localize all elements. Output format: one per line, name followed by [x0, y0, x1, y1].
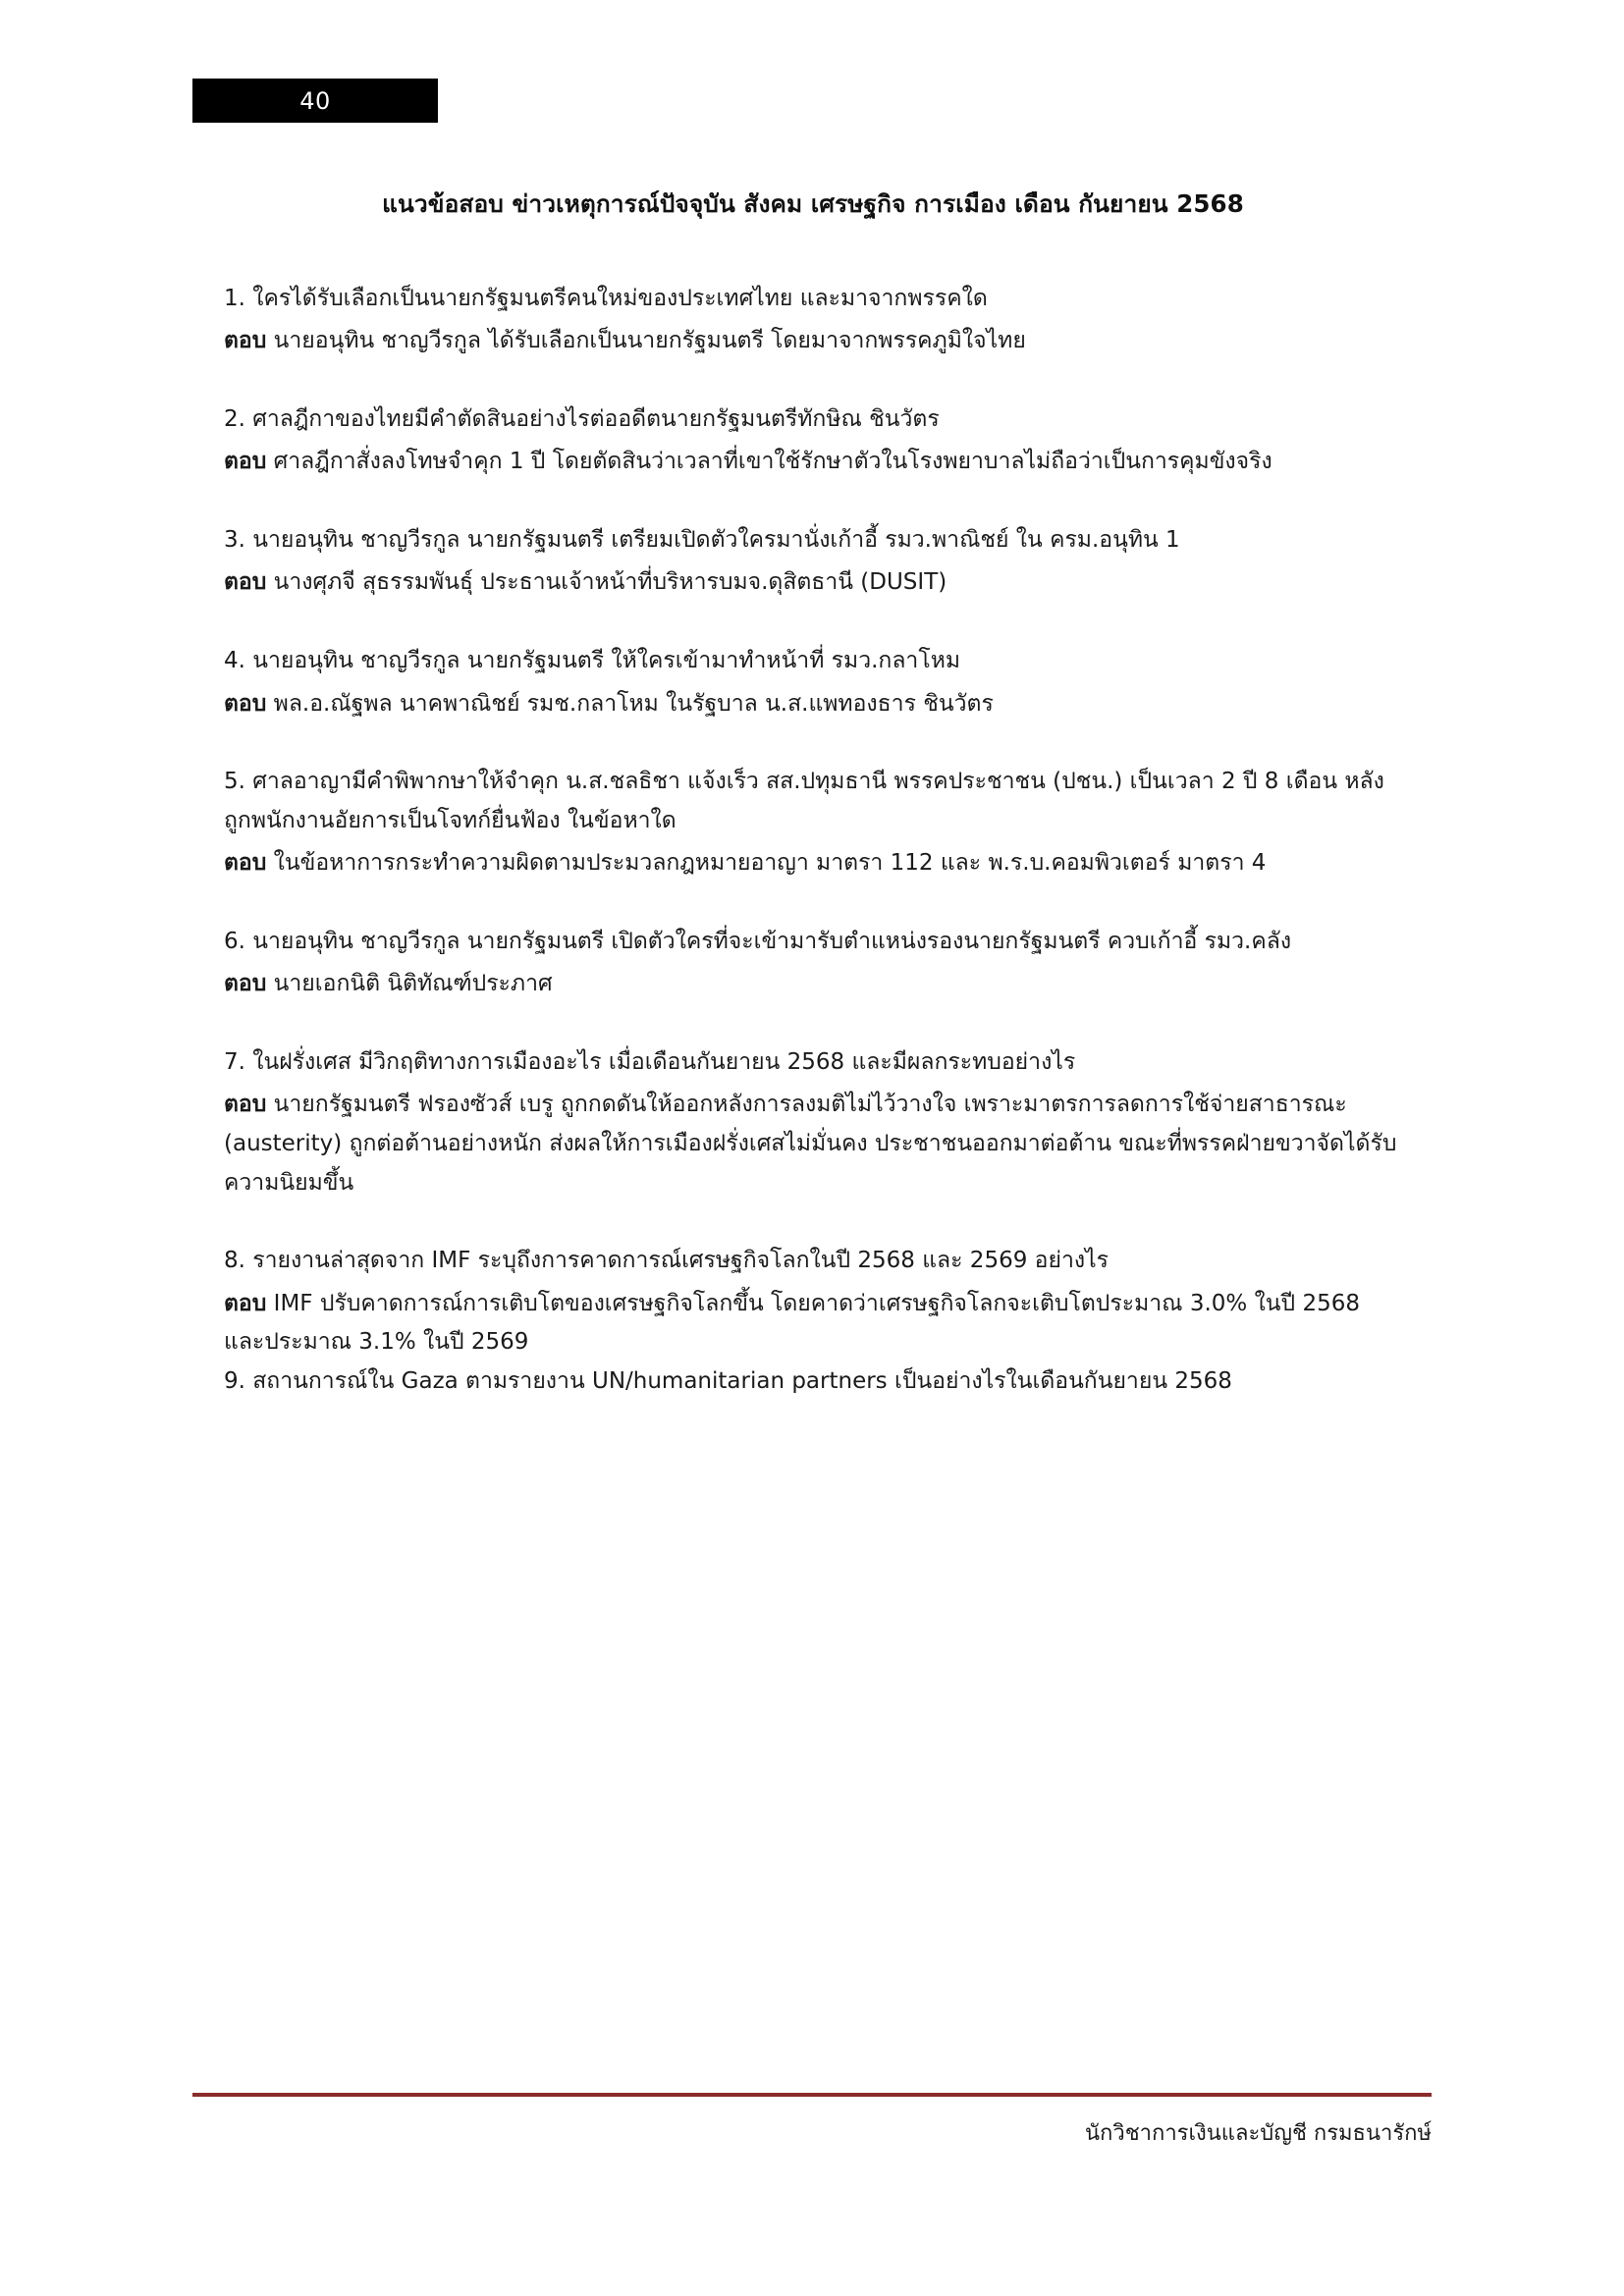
- qa-item-4: [224, 642, 1402, 723]
- answer-text: [224, 965, 1402, 1004]
- answer-body: ในข้อหาการกระทำความผิดตามประมวลกฎหมายอาญา มาตรา 112 และ พ.ร.บ.คอมพิวเตอร์ มาตรา 4: [266, 850, 1267, 877]
- page-number-tab: [192, 79, 438, 123]
- answer-body: นายเอกนิติ นิติทัณฑ์ประภาศ: [266, 971, 553, 997]
- document-content: [224, 187, 1402, 1405]
- page-title: แนวข้อสอบ ข่าวเหตุการณ์ปัจจุบัน สังคม เศรษฐกิจ การเมือง เดือน กันยายน 2568: [382, 189, 1244, 218]
- qa-item-6: [224, 923, 1402, 1004]
- footer-text: นักวิชาการเงินและบัญชี กรมธนารักษ์: [1085, 2121, 1432, 2146]
- qa-item-7: [224, 1043, 1402, 1202]
- answer-body: พล.อ.ณัฐพล นาคพาณิชย์ รมช.กลาโหม ในรัฐบาล น.ส.แพทองธาร ชินวัตร: [266, 690, 994, 717]
- question-text: 6. นายอนุทิน ชาญวีรกูล นายกรัฐมนตรี เปิดตัวใครที่จะเข้ามารับตำแหน่งรองนายกรัฐมนตรี ควบเก้าอี้ รมว.คลัง: [224, 928, 1292, 954]
- answer-body: นายอนุทิน ชาญวีรกูล ได้รับเลือกเป็นนายกรัฐมนตรี โดยมาจากพรรคภูมิใจไทย: [266, 328, 1026, 354]
- answer-body: นายกรัฐมนตรี ฟรองซัวส์ เบรู ถูกกดดันให้ออกหลังการลงมติไม่ไว้วางใจ เพราะมาตรการลดการใช้จ่ายสาธารณะ (austerity) ถูกต่อต้านอย่างหนัก ส่งผลให้การเมืองฝรั่งเศสไม่มั่นคง ประชาชนออกมาต่อต้าน ขณะที่พรรคฝ่ายขวาจัดได้รับความนิยมขึ้น: [224, 1092, 1397, 1196]
- answer-label: ตอบ: [224, 690, 267, 717]
- answer-text: [224, 844, 1402, 883]
- answer-text: [224, 563, 1402, 603]
- question-text: 2. ศาลฎีกาของไทยมีคำตัดสินอย่างไรต่ออดีตนายกรัฐมนตรีทักษิณ ชินวัตร: [224, 405, 940, 432]
- answer-label: ตอบ: [224, 850, 267, 877]
- qa-item-8: [224, 1242, 1402, 1362]
- page-number: 40: [299, 86, 331, 115]
- question-text: 3. นายอนุทิน ชาญวีรกูล นายกรัฐมนตรี เตรียมเปิดตัวใครมานั่งเก้าอี้ รมว.พาณิชย์ ใน ครม.อนุทิน 1: [224, 526, 1180, 553]
- answer-label: ตอบ: [224, 328, 267, 354]
- answer-text: [224, 443, 1402, 482]
- question-text: 1. ใครได้รับเลือกเป็นนายกรัฐมนตรีคนใหม่ของประเทศไทย และมาจากพรรคใด: [224, 285, 988, 311]
- question-text: 4. นายอนุทิน ชาญวีรกูล นายกรัฐมนตรี ให้ใครเข้ามาทำหน้าที่ รมว.กลาโหม: [224, 648, 961, 674]
- qa-item-2: [224, 400, 1402, 482]
- qa-item-5: [224, 763, 1402, 883]
- answer-label: ตอบ: [224, 449, 267, 475]
- answer-text: [224, 1086, 1402, 1202]
- answer-text: [224, 685, 1402, 724]
- question-text: 9. สถานการณ์ใน Gaza ตามรายงาน UN/humanitarian partners เป็นอย่างไรในเดือนกันยายน 2568: [224, 1367, 1232, 1394]
- qa-item-9: [224, 1362, 1402, 1402]
- answer-body: นางศุภจี สุธรรมพันธุ์ ประธานเจ้าหน้าที่บริหารบมจ.ดุสิตธานี (DUSIT): [266, 569, 947, 596]
- question-text: 7. ในฝรั่งเศส มีวิกฤติทางการเมืองอะไร เมื่อเดือนกันยายน 2568 และมีผลกระทบอย่างไร: [224, 1048, 1076, 1075]
- answer-label: ตอบ: [224, 1290, 267, 1316]
- footer-divider: [192, 2093, 1432, 2097]
- answer-text: [224, 322, 1402, 361]
- qa-item-3: [224, 521, 1402, 603]
- answer-label: ตอบ: [224, 1092, 267, 1118]
- answer-label: ตอบ: [224, 971, 267, 997]
- question-text: 8. รายงานล่าสุดจาก IMF ระบุถึงการคาดการณ์เศรษฐกิจโลกในปี 2568 และ 2569 อย่างไร: [224, 1248, 1110, 1274]
- qa-item-1: [224, 280, 1402, 361]
- answer-text: [224, 1285, 1402, 1362]
- answer-body: IMF ปรับคาดการณ์การเติบโตของเศรษฐกิจโลกขึ้น โดยคาดว่าเศรษฐกิจโลกจะเติบโตประมาณ 3.0% ในปี 2568 และประมาณ 3.1% ในปี 2569: [224, 1290, 1360, 1356]
- answer-body: ศาลฎีกาสั่งลงโทษจำคุก 1 ปี โดยตัดสินว่าเวลาที่เขาใช้รักษาตัวในโรงพยาบาลไม่ถือว่าเป็นการคุมขังจริง: [266, 449, 1272, 475]
- question-text: 5. ศาลอาญามีคำพิพากษาให้จำคุก น.ส.ชลธิชา แจ้งเร็ว สส.ปทุมธานี พรรคประชาชน (ปชน.) เป็นเวลา 2 ปี 8 เดือน หลังถูกพนักงานอัยการเป็นโจทก์ยื่นฟ้อง ในข้อหาใด: [224, 769, 1384, 833]
- answer-label: ตอบ: [224, 569, 267, 596]
